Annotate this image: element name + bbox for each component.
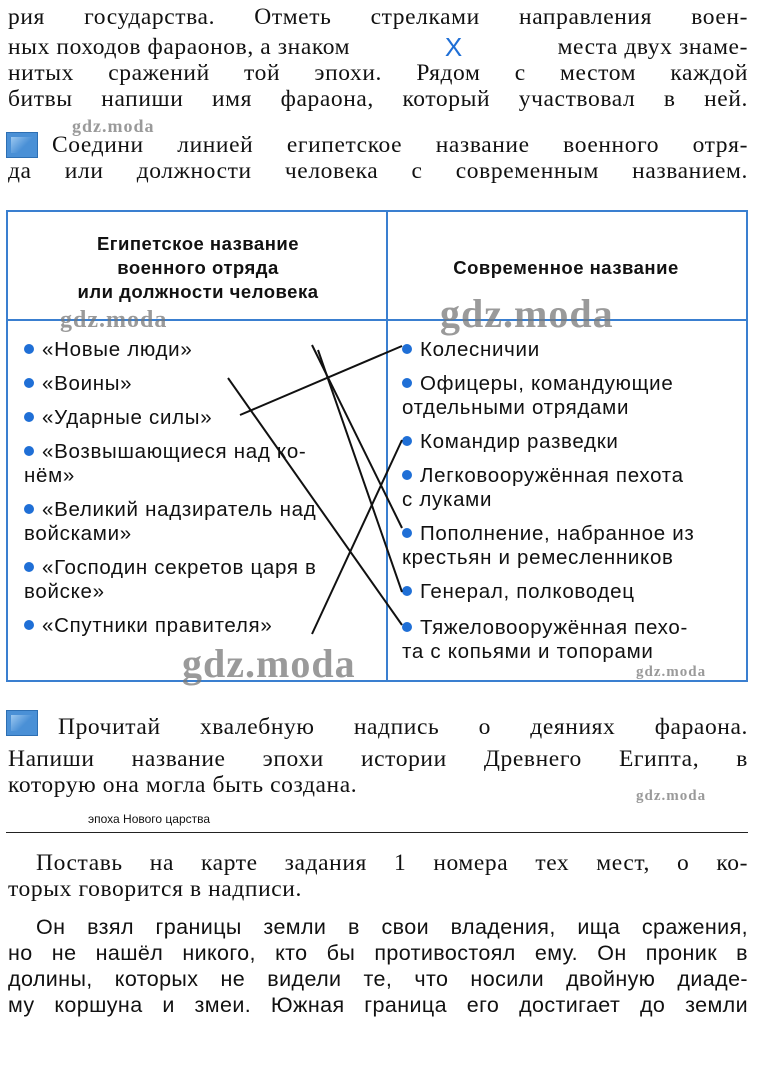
left-item-2-text: «Воины» — [42, 372, 133, 395]
right-item-3-text: Командир разведки — [420, 430, 619, 453]
task-2-line-2: да или должности человека с современным названием. — [8, 158, 748, 184]
left-header-line-2: военного отряда — [117, 257, 279, 278]
left-item-7-text: «Спутники правителя» — [42, 614, 273, 637]
intro-line-3: нитых сражений той эпохи. Рядом с местом каждой — [8, 60, 748, 86]
inscription-line-4: му коршуна и змеи. Южная граница его достигает до земли — [8, 993, 748, 1017]
right-item-2-text-1: Офицеры, командующие — [420, 372, 674, 395]
watermark: gdz.moda — [636, 788, 707, 804]
watermark: gdz.moda — [182, 641, 356, 686]
left-header-line-3: или должности человека — [77, 281, 319, 302]
watermark: gdz.moda — [72, 116, 155, 136]
task-3-line-2: Напиши название эпохи истории Древнего Египта, в — [8, 746, 748, 772]
left-item-6-text-1: «Господин секретов царя в — [42, 556, 317, 579]
intro-line-2b: места двух знамe- — [557, 34, 748, 60]
inscription-line-3: долины, которых не видели те, что носили двойную диаде- — [8, 967, 748, 991]
watermark: gdz.moda — [440, 291, 614, 336]
match-line — [318, 350, 402, 592]
left-item-5-text-1: «Великий надзиратель над — [42, 498, 317, 521]
left-item-1-text: «Новые люди» — [42, 338, 193, 361]
answer-text: эпоха Нового царства — [88, 812, 211, 826]
right-item-5-text-2: крестьян и ремесленников — [402, 546, 674, 569]
right-item-7-text-1: Тяжеловооружённая пехо- — [420, 616, 688, 639]
intro-line-4: битвы напиши имя фараона, который участвовал в ней. — [8, 86, 748, 112]
left-item-5-text-2: войсками» — [24, 522, 132, 545]
left-item-4-text-2: нём» — [24, 464, 76, 487]
intro-line-1: рия государства. Отметь стрелками направления воен- — [8, 4, 748, 30]
task-4-line-2: торых говорится в надписи. — [8, 876, 302, 902]
answer-line — [6, 832, 748, 833]
watermark: gdz.moda — [60, 307, 168, 333]
left-item-6-text-2: войске» — [24, 580, 105, 603]
match-line — [228, 378, 402, 625]
inscription-line-1: Он взял границы земли в свои владения, ища сражения, — [36, 915, 748, 939]
right-item-5-text-1: Пополнение, набранное из — [420, 522, 695, 545]
left-item-3-text: «Ударные силы» — [42, 406, 213, 429]
left-item-4-text-1: «Возвышающиеся над ко- — [42, 440, 307, 463]
left-header-line-1: Египетское название — [96, 233, 300, 254]
task-3-line-1: Прочитай хвалебную надпись о деяниях фараона. — [58, 714, 748, 740]
right-item-2-text-2: отдельными отрядами — [402, 396, 630, 419]
intro-line-2a: ных походов фараонов, а знаком — [8, 34, 351, 60]
task-3-line-3: которую она могла быть создана. — [8, 772, 358, 798]
right-item-4-text-1: Легковооружённая пехота — [420, 464, 684, 487]
inscription-line-2: но не нашёл никого, кто бы противостоял ему. Он проник в — [8, 941, 748, 965]
right-item-1-text: Колесничии — [420, 338, 540, 361]
task-2-line-1: Соедини линией египетское название военного отря- — [52, 132, 748, 158]
watermark: gdz.moda — [636, 664, 707, 680]
task-3-icon — [6, 710, 38, 736]
right-item-7-text-2: та с копьями и топорами — [402, 640, 654, 663]
right-column-header: Современное название — [453, 257, 679, 278]
right-item-6-text: Генерал, полководец — [420, 580, 635, 603]
battle-x-mark: Х — [444, 32, 463, 62]
task-4-line-1: Поставь на карте задания 1 номера тех мест, о ко- — [36, 850, 748, 876]
right-item-4-text-2: с луками — [402, 488, 493, 511]
